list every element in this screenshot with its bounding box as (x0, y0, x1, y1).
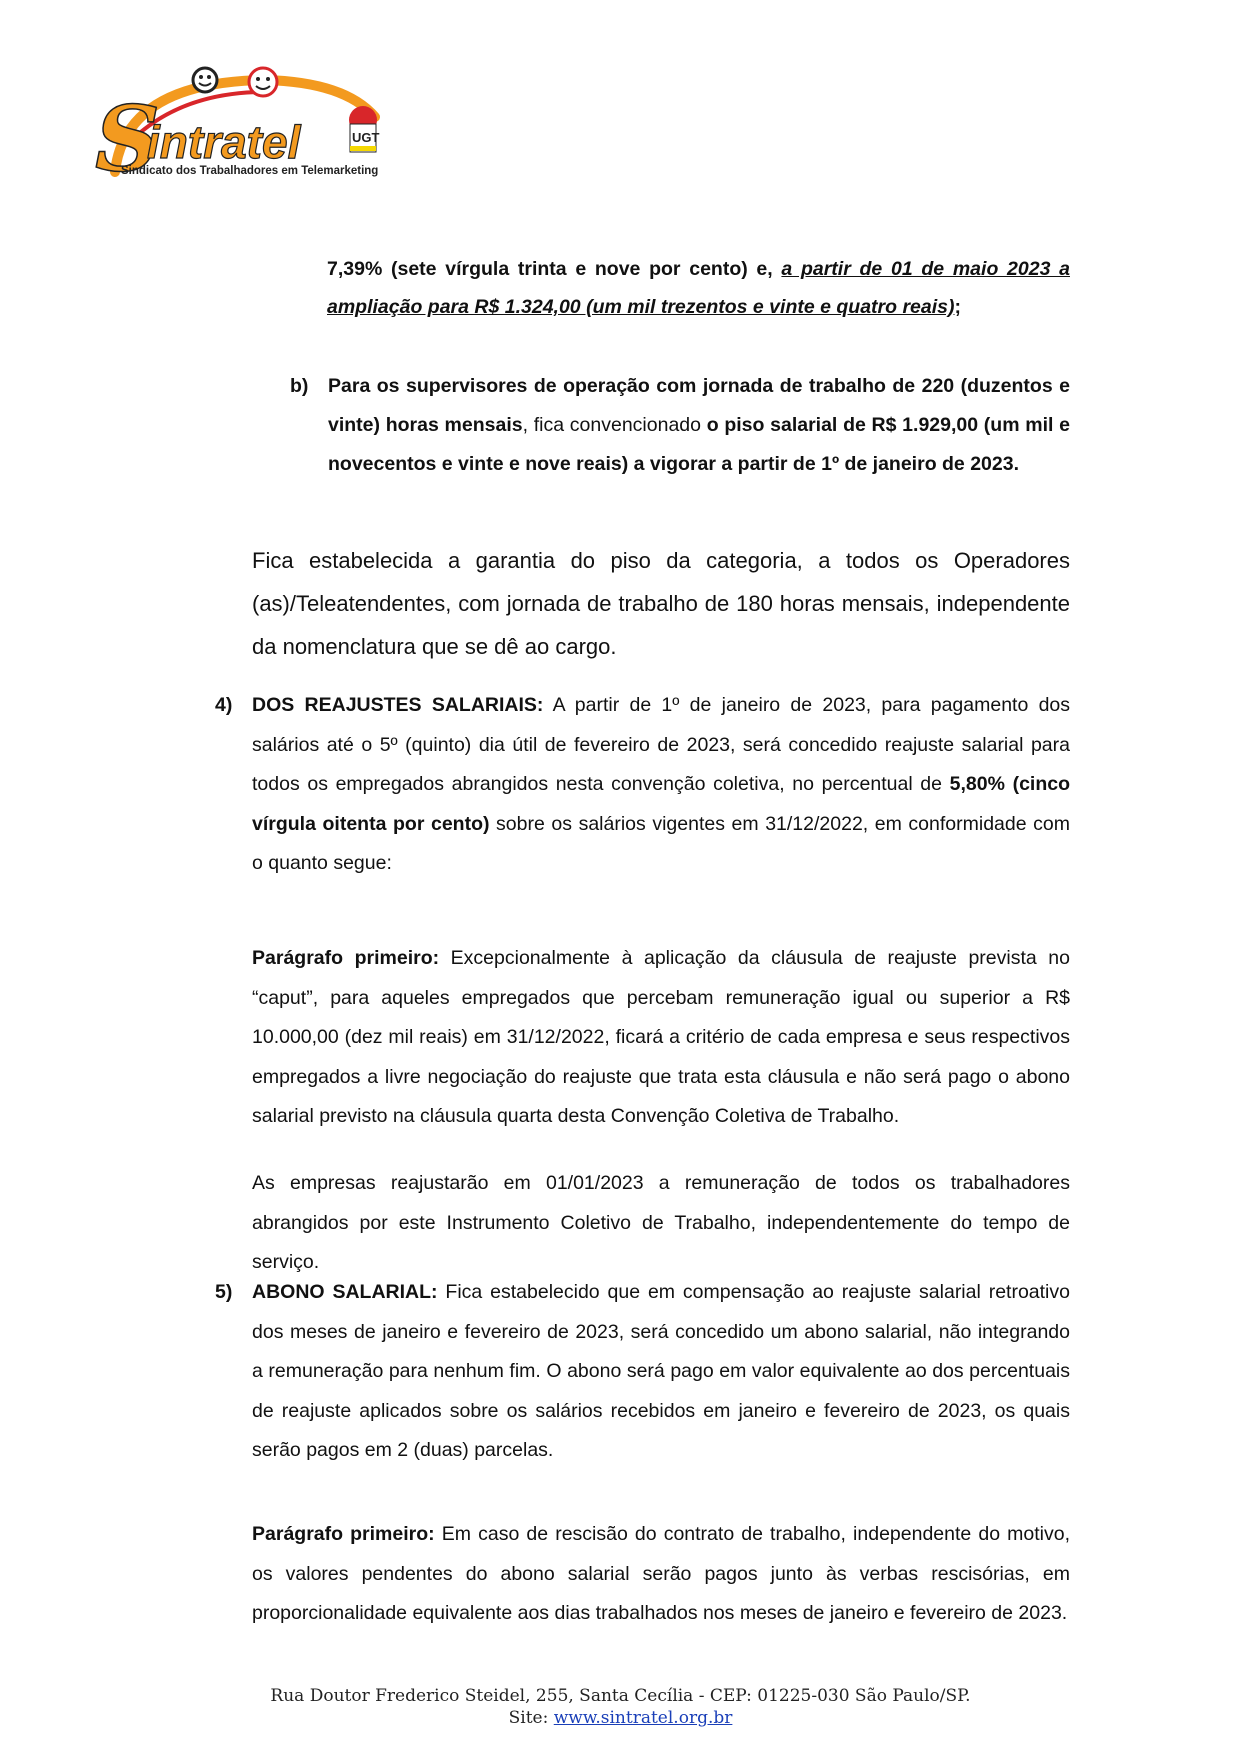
item-4-text2: sobre os salários vigentes em 31/12/2022, em conformidade com o quanto segue: (252, 812, 1070, 874)
item-4-bold: 5,80% (cinco vírgula oitenta por cento) (252, 773, 1070, 835)
logo-graphic (95, 62, 425, 197)
paragraph-a (327, 250, 1070, 326)
item-4-p1-text: Excepcionalmente à aplicação da cláusula de reajuste prevista no “caput”, para aqueles empregados que percebam remuneração igual ou superior a R$ 10.000,00 (dez mil reais) em 31/12/2022, ficará a critério de cada empresa e seus respectivos empregados a livre negociação do reajuste que trata esta cláusula e não será pago o abono salarial previsto na cláusula quarta desta Convenção Coletiva de Trabalho. (252, 947, 1070, 1127)
item-5-heading: ABONO SALARIAL: (252, 1281, 438, 1303)
item-5-number: 5) (215, 1281, 233, 1303)
item-b-text (328, 367, 1070, 484)
svg-text:Sindicato dos Trabalhadores em: Sindicato dos Trabalhadores em Telemarketing (121, 165, 379, 177)
item-4-number: 4) (215, 694, 233, 716)
page-footer (0, 1685, 1241, 1729)
item-4 (215, 686, 1070, 884)
item-5-p1-text: Em caso de rescisão do contrato de trabalho, independente do motivo, os valores pendentes do abono salarial serão pagos junto às verbas rescisórias, em proporcionalidade equivalente aos dias trabalhados nos meses de janeiro e fevereiro de 2023. (252, 1523, 1070, 1624)
item-b-bold2: o piso salarial de R$ 1.929,00 (um mil e novecentos e vinte e nove reais) a vigorar a partir de 1º de janeiro de 2023. (328, 414, 1070, 475)
item-4-text (252, 686, 1070, 884)
footer-site (0, 1707, 1241, 1729)
item-4-heading: DOS REAJUSTES SALARIAIS: (252, 694, 544, 716)
item-4-paragraph-2: As empresas reajustarão em 01/01/2023 a remuneração de todos os trabalhadores abrangidos por este Instrumento Coletivo de Trabalho, independentemente do tempo de serviço. (252, 1172, 1070, 1273)
item-4-p1-heading: Parágrafo primeiro: (252, 947, 440, 969)
item-4-text1: A partir de 1º de janeiro de 2023, para pagamento dos salários até o 5º (quinto) dia útil de fevereiro de 2023, será concedido reajuste salarial para todos os empregados abrangidos nesta convenção coletiva, no percentual de (252, 694, 1071, 795)
para-a-end: ; (954, 296, 961, 318)
footer-site-link[interactable]: www.sintratel.org.br (553, 1708, 733, 1728)
item-5-text (252, 1273, 1070, 1471)
item-5 (215, 1273, 1070, 1471)
sintratel-logo (95, 62, 425, 197)
item-5-body: Fica estabelecido que em compensação ao reajuste salarial retroativo dos meses de janeiro e fevereiro de 2023, será concedido um abono salarial, não integrando a remuneração para nenhum fim. O abono será pago em valor equivalente ao dos percentuais de reajuste aplicados sobre os salários recebidos em janeiro e fevereiro de 2023, os quais serão pagos em 2 (duas) parcelas. (252, 1281, 1070, 1461)
footer-site-label: Site: (508, 1708, 554, 1728)
item-b-normal: , fica convencionado (522, 414, 707, 436)
paragraph-c: Fica estabelecida a garantia do piso da categoria, a todos os Operadores (as)/Teleatendentes, com jornada de trabalho de 180 horas mensais, independente da nomenclatura que se dê ao cargo. (252, 548, 1070, 659)
svg-text:S: S (95, 86, 160, 192)
svg-text:UGT: UGT (352, 130, 380, 145)
item-b-label: b) (290, 375, 309, 397)
item-5-paragraph-1 (252, 1515, 1070, 1634)
item-5-p1-heading: Parágrafo primeiro: (252, 1523, 435, 1545)
item-b (290, 367, 1070, 484)
para-a-bold: 7,39% (sete vírgula trinta e nove por cento) e, (327, 258, 782, 280)
para-a-underlined: a partir de 01 de maio 2023 a ampliação para R$ 1.324,00 (um mil trezentos e vinte e quatro reais) (327, 258, 1070, 318)
item-b-bold1: Para os supervisores de operação com jornada de trabalho de 220 (duzentos e vinte) horas mensais (328, 375, 1070, 436)
item-4-paragraph-1 (252, 939, 1070, 1137)
svg-text:intratel: intratel (147, 116, 301, 168)
footer-address: Rua Doutor Frederico Steidel, 255, Santa Cecília - CEP: 01225-030 São Paulo/SP. (270, 1686, 971, 1706)
